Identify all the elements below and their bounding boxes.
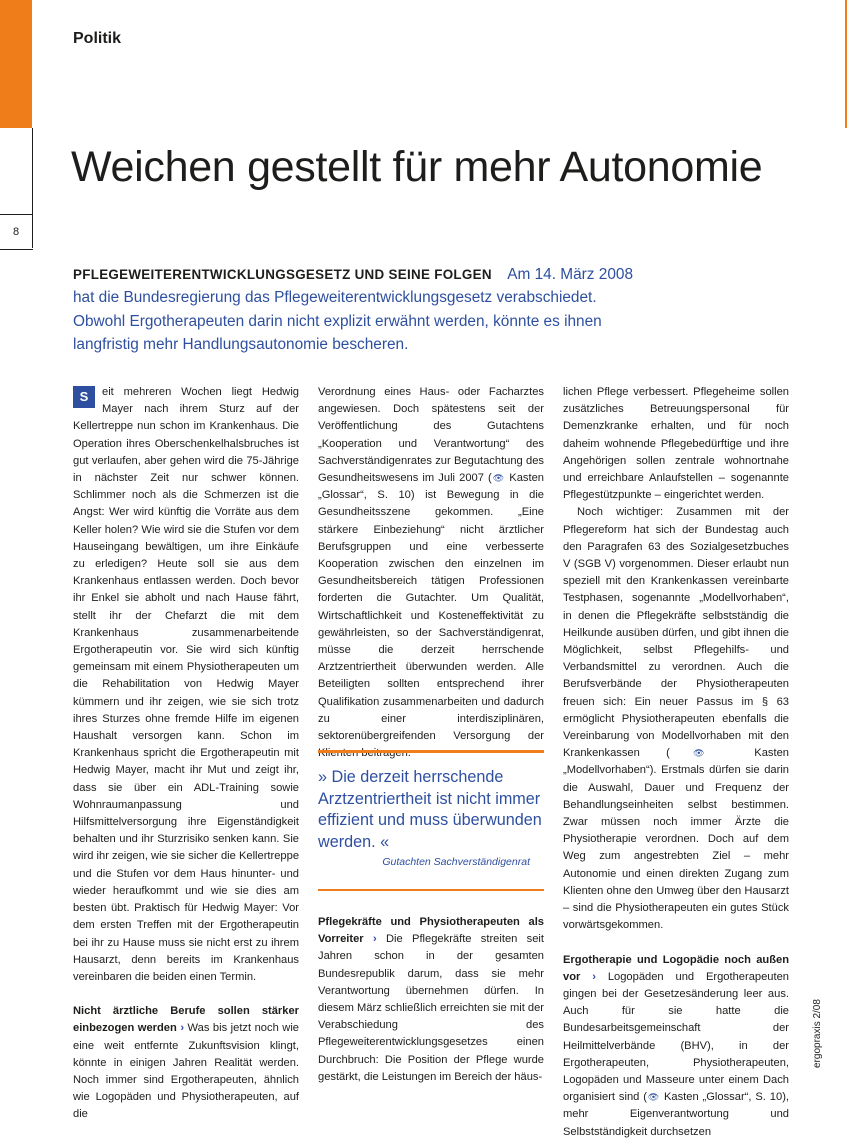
paragraph-text: ist Bewegung in die Gesundheitsszene gekommen. „Eine stärkere Einbeziehung“ nicht ärztlicher Berufsgruppen und eine verbesserte Kooperation zwischen den einzelnen im Gesundheitsbereich tätigen Professionen forderten die Gutachter. Um Qualität, Wirtschaftlichkeit und Kosteneffektivität zu gewährleisten, so der Sachverständigenrat, müsse die derzeit herrschende Arztzentriertheit überwunden werden. Alle Beteiligten sollten entsprechend ihrer Qualifikation zusammenarbeiten und dadurch zu einer interdisziplinären, sektorenübergreifenden Versorgung der Klienten beitragen.: [318, 489, 544, 760]
article-lead: [73, 263, 653, 356]
text-column-2-lower: [318, 914, 544, 1086]
article-kicker: PFLEGEWEITERENTWICKLUNGSGESETZ UND SEINE FOLGEN: [73, 267, 492, 282]
paragraph-text: Erstmals dürfen sie darin die Auswahl, Dauer und Frequenz der Behandlungseinheiten selbst bestimmen. Zwar müssen noch immer Ärzte die Physiotherapie verordnen. Doch auf dem Weg zum angestrebten Ziel – mehr Autonomie und einen direkten Zugang zum Klienten ohne den Umweg über den Hausarzt – sind die Physiotherapeuten ein gutes Stück vorwärtsgekommen.: [563, 764, 789, 932]
paragraph: [73, 384, 299, 986]
paragraph-text: Verordnung eines Haus- oder Facharztes angewiesen. Doch spätestens seit der Veröffentlichung des Gutachtens „Kooperation und Verantwortung“ des Sachverständigenrates zur Begutachtung des Gesundheitswesens im Juli 2007 (: [318, 386, 544, 485]
paragraph: [563, 952, 789, 1141]
paragraph-text: Noch wichtiger: Zusammen mit der Pflegereform hat sich der Bundestag auch den Paragrafen 63 des Sozialgesetzbuches V (SGB V) vorgenommen. Dieser erlaubt nun speziell mit den Krankenkassen vereinbarte Testphasen, sogenannte „Modellvorhaben“, in denen die Pflegekräfte selbstständig die Heilkunde ausüben dürfen, und gibt ihnen die Möglichkeit, selbst Pflegehilfs- und Verbandsmittel zu verordnen. Auch die Berufsverbände der Physiotherapeuten freuen sich: Ein neuer Passus im § 63 ermöglicht Physiotherapeuten ebenfalls die Vereinbarung von Modellvorhaben mit den Krankenkassen (: [563, 506, 789, 760]
paragraph-text: Was bis jetzt noch wie eine weit entfernte Zukunftsvision klingt, könnte in einigen Jahren Realität werden. Noch immer sind Ergotherapeuten, ähnlich wie Logopäden und Physiotherapeuten, auf die: [73, 1022, 299, 1121]
eye-icon: 👁: [491, 473, 506, 484]
paragraph-text: mehr Eigenverantwortung und Selbstständigkeit durchsetzen: [563, 1108, 789, 1138]
paragraph: [563, 504, 789, 934]
edge-rule: [32, 128, 33, 248]
paragraph: [73, 1003, 299, 1123]
page-number-rule-bottom: [0, 249, 33, 250]
paragraph: [318, 384, 544, 762]
journal-credit: ergopraxis 2/08: [812, 999, 823, 1068]
article-title: Weichen gestellt für mehr Autonomie: [71, 143, 763, 191]
page-number: 8: [12, 226, 20, 238]
text-column-3: [563, 384, 789, 1141]
glossary-reference[interactable]: Kasten „Glossar“, S. 10): [318, 472, 544, 502]
subheading: Pflegekräfte und Physiotherapeuten als Vorreiter: [318, 916, 544, 946]
box-reference[interactable]: Kasten „Modellvorhaben“).: [563, 747, 789, 777]
paragraph-text: Die Pflegekräfte streiten seit Jahren schon in der gesamten Bundesrepublik darum, dass sie mehr Verantwortung übernehmen dürfen. In diesem März schließlich erreichten sie mit der Verabschiedung des Pflegeweiterentwicklungsgesetzes einen Durchbruch: Die Position der Pflege wurde gestärkt, die Leistungen im Bereich der häus-: [318, 933, 544, 1083]
page-number-rule-top: [0, 214, 32, 215]
pull-quote-source: Gutachten Sachverständigenrat: [382, 856, 530, 868]
pull-quote: [318, 750, 544, 891]
paragraph: lichen Pflege verbessert. Pflegeheime sollen zusätzliches Betreuungspersonal für Demenzkranke erhalten, und für noch daheim wohnende Pflegebedürftige und ihre Angehörigen sollen zentrale wohnortnahe und erreichbare Anlaufstellen – sogenannte Pflegestützpunkte – eingerichtet werden.: [563, 386, 789, 502]
paragraph-text: Logopäden und Ergotherapeuten gingen bei der Gesetzesänderung leer aus. Auch für sie hatte die Bundesarbeitsgemeinschaft der Heilmittelverbände (BHV), in der Ergotherapeuten, Physiotherapeuten, Logopäden und Masseure unter einem Dach organisiert sind (: [563, 970, 789, 1104]
section-label: Politik: [73, 30, 122, 47]
text-column-1: [73, 384, 299, 1124]
subheading: Nicht ärztliche Berufe sollen stärker einbezogen werden: [73, 1005, 299, 1035]
pull-quote-text: » Die derzeit herrschende Arztzentriertheit ist nicht immer effizient und muss überwunden werden. «: [318, 768, 542, 851]
paragraph-text: eit mehreren Wochen liegt Hedwig Mayer nach ihrem Sturz auf der Kellertreppe nun schon im Krankenhaus. Die Operation ihres Oberschenkelhalsbruches ist gut verlaufen, aber gehen wird die 75-Jährige in nächster Zeit nur schwer können. Schlimmer noch als die Schmerzen ist die Angst: Wer wird künftig die Vorräte aus dem Keller holen? Wie wird sie die Stufen vor dem Hauseingang bewältigen, um ihre Einkäufe zu erledigen? Heute soll sie aus dem Krankenhaus entlassen werden. Doch bevor ihr Enkel sie abholt und nach Hause fährt, stellt ihr der Chefarzt die mit dem Krankenhaus zusammenarbeitende Ergotherapeutin vor. Sie wird sich künftig gemeinsam mit einem Physiotherapeuten um die Rehabilitation von Hedwig Mayer kümmern und ihr zeigen, wie sie sich trotz ihres Sturzes ohne fremde Hilfe im eigenen Haushalt versorgen kann. Schon im Krankenhaus spricht die Ergotherapeutin mit Hedwig Mayer, macht ihr Mut und zeigt ihr, dass sie über ein ADL-Training sowie Wohnraumanpassung und Hilfsmittelversorgung ihre Eigenständigkeit behalten und ihr Sturzrisiko senken kann. Sie wird ihr zeigen, wie sie sicher die Kellertreppe und die Stufen vor dem Haus hinunter- und wieder heraufkommt und wie sie dies am besten übt. Praktisch für Hedwig Mayer: Vor dem ersten Treffen mit der Ergotherapeutin bei ihr zu Hause muss sie nicht erst zu ihrem Hausarzt, denn bereits im Krankenhaus vereinbaren die beiden einen Termin.: [73, 386, 300, 983]
arrow-icon: ›: [592, 970, 596, 983]
drop-cap: S: [73, 386, 95, 408]
right-edge-rule: [845, 0, 847, 128]
orange-edge-tab: [0, 0, 32, 128]
paragraph: [318, 914, 544, 1086]
text-column-2: [318, 384, 544, 762]
eye-icon: 👁: [646, 1092, 661, 1103]
arrow-icon: ›: [180, 1022, 185, 1035]
arrow-icon: ›: [372, 933, 377, 946]
lead-text: Am 14. März 2008 hat die Bundesregierung das Pflegeweiterentwicklungsgesetz verabschiedet. Obwohl Ergotherapeuten darin nicht explizit erwähnt werden, könnte es ihnen langfristig mehr Handlungsautonomie bescheren.: [73, 266, 633, 353]
glossary-reference[interactable]: Kasten „Glossar“, S. 10),: [663, 1091, 789, 1104]
subheading: Ergotherapie und Logopädie noch außen vor: [563, 953, 789, 983]
eye-icon: 👁: [669, 748, 728, 759]
